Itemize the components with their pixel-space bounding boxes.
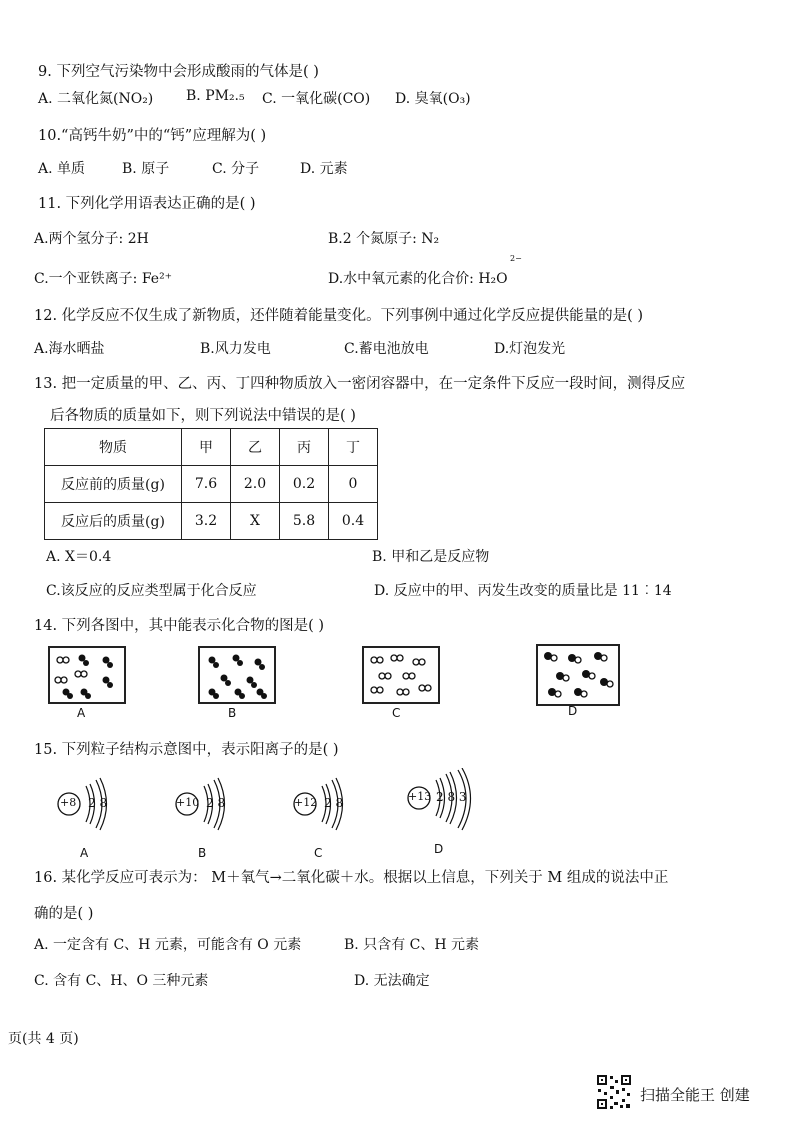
table-header-cell: 甲: [182, 429, 231, 466]
table-cell: 5.8: [280, 503, 329, 540]
atom-label-c: C: [314, 846, 323, 860]
q13-option-b: B. 甲和乙是反应物: [372, 549, 490, 565]
atom-label-a: A: [80, 846, 89, 860]
q11-option-a: A.两个氢分子: 2H: [34, 231, 149, 247]
atom-label-b: B: [198, 846, 207, 860]
table-cell: 2.0: [231, 466, 280, 503]
qr-code-icon: [596, 1074, 632, 1110]
table-header-cell: 乙: [231, 429, 280, 466]
particle-diagram-a: [48, 646, 126, 704]
electron-shells: 2 8: [206, 796, 226, 810]
nucleus-charge: +12: [294, 796, 318, 809]
q9-option-c: C. 一氧化碳(CO): [262, 91, 371, 107]
table-row: [45, 503, 378, 540]
diagram-label-b: B: [228, 706, 237, 720]
table-cell: 0.2: [280, 466, 329, 503]
electron-shells: 2 8: [324, 796, 344, 810]
scanner-app-credit: 扫描全能王 创建: [640, 1086, 750, 1104]
q16-option-c: C. 含有 C、H、O 三种元素: [34, 973, 209, 989]
mass-table: [44, 428, 378, 540]
q10-option-c: C. 分子: [212, 161, 260, 177]
q11-stem: 11. 下列化学用语表达正确的是( ): [38, 196, 256, 212]
table-cell: 3.2: [182, 503, 231, 540]
table-cell: 反应前的质量(g): [45, 466, 182, 503]
q14-stem: 14. 下列各图中，其中能表示化合物的图是( ): [34, 618, 325, 634]
q9-stem: 9. 下列空气污染物中会形成酸雨的气体是( ): [38, 64, 319, 80]
q16-stem-line2: 确的是( ): [34, 906, 94, 922]
particle-diagram-c: [362, 646, 440, 704]
nucleus-charge: +13: [408, 790, 432, 803]
atom-diagram-a: [52, 772, 126, 838]
q12-stem: 12. 化学反应不仅生成了新物质，还伴随着能量变化。下列事例中通过化学反应提供能量的是( ): [34, 308, 644, 324]
page-number: 页(共 4 页): [8, 1031, 79, 1047]
atom-diagram-d: [404, 768, 490, 838]
q11-valence-mark: 2−: [510, 254, 522, 263]
q16-option-d: D. 无法确定: [354, 973, 430, 989]
nucleus-charge: +8: [60, 796, 77, 809]
q11-option-d: D.水中氧元素的化合价: H₂O: [328, 271, 508, 287]
q9-option-d: D. 臭氧(O₃): [395, 91, 471, 107]
q13-stem-line1: 13. 把一定质量的甲、乙、丙、丁四种物质放入一密闭容器中，在一定条件下反应一段时间，测得反应: [34, 376, 686, 392]
diagram-label-c: C: [392, 706, 401, 720]
particle-diagram-d: [536, 644, 620, 706]
q16-option-b: B. 只含有 C、H 元素: [344, 937, 480, 953]
table-cell: 7.6: [182, 466, 231, 503]
q11-option-c: C.一个亚铁离子: Fe²⁺: [34, 271, 173, 287]
q10-option-b: B. 原子: [122, 161, 170, 177]
particle-diagram-b: [198, 646, 276, 704]
table-header-cell: 物质: [45, 429, 182, 466]
table-header-row: [45, 429, 378, 466]
table-header-cell: 丙: [280, 429, 329, 466]
q13-option-d: D. 反应中的甲、丙发生改变的质量比是 11︰14: [374, 583, 672, 599]
q12-option-d: D.灯泡发光: [494, 341, 566, 357]
q10-option-d: D. 元素: [300, 161, 348, 177]
q12-option-c: C.蓄电池放电: [344, 341, 429, 357]
table-cell: X: [231, 503, 280, 540]
q16-option-a: A. 一定含有 C、H 元素，可能含有 O 元素: [34, 937, 302, 953]
atom-label-d: D: [434, 842, 444, 856]
table-cell: 0.4: [329, 503, 378, 540]
atom-diagram-b: [170, 772, 244, 838]
q9-option-b: B. PM₂.₅: [186, 88, 245, 104]
electron-shells: 2 8 3: [436, 790, 467, 804]
diagram-label-d: D: [568, 704, 578, 718]
table-cell: 反应后的质量(g): [45, 503, 182, 540]
atom-diagram-c: [288, 772, 362, 838]
q12-option-a: A.海水晒盐: [34, 341, 105, 357]
q13-stem-line2: 后各物质的质量如下，则下列说法中错误的是( ): [50, 408, 356, 424]
q15-stem: 15. 下列粒子结构示意图中，表示阳离子的是( ): [34, 742, 339, 758]
q12-option-b: B.风力发电: [200, 341, 271, 357]
q13-option-c: C.该反应的反应类型属于化合反应: [46, 583, 257, 599]
electron-shells: 2 8: [88, 796, 108, 810]
q10-option-a: A. 单质: [38, 161, 86, 177]
table-row: [45, 466, 378, 503]
q13-option-a: A. X＝0.4: [46, 549, 112, 565]
q10-stem: 10.“高钙牛奶”中的“钙”应理解为( ): [38, 128, 267, 144]
q16-stem-line1: 16. 某化学反应可表示为： M＋氧气→二氧化碳＋水。根据以上信息，下列关于 M 组成的说法中正: [34, 870, 669, 886]
table-cell: 0: [329, 466, 378, 503]
diagram-label-a: A: [77, 706, 86, 720]
q11-option-b: B.2 个氮原子: N₂: [328, 231, 440, 247]
nucleus-charge: +10: [176, 796, 200, 809]
table-header-cell: 丁: [329, 429, 378, 466]
q9-option-a: A. 二氧化氮(NO₂): [38, 91, 154, 107]
